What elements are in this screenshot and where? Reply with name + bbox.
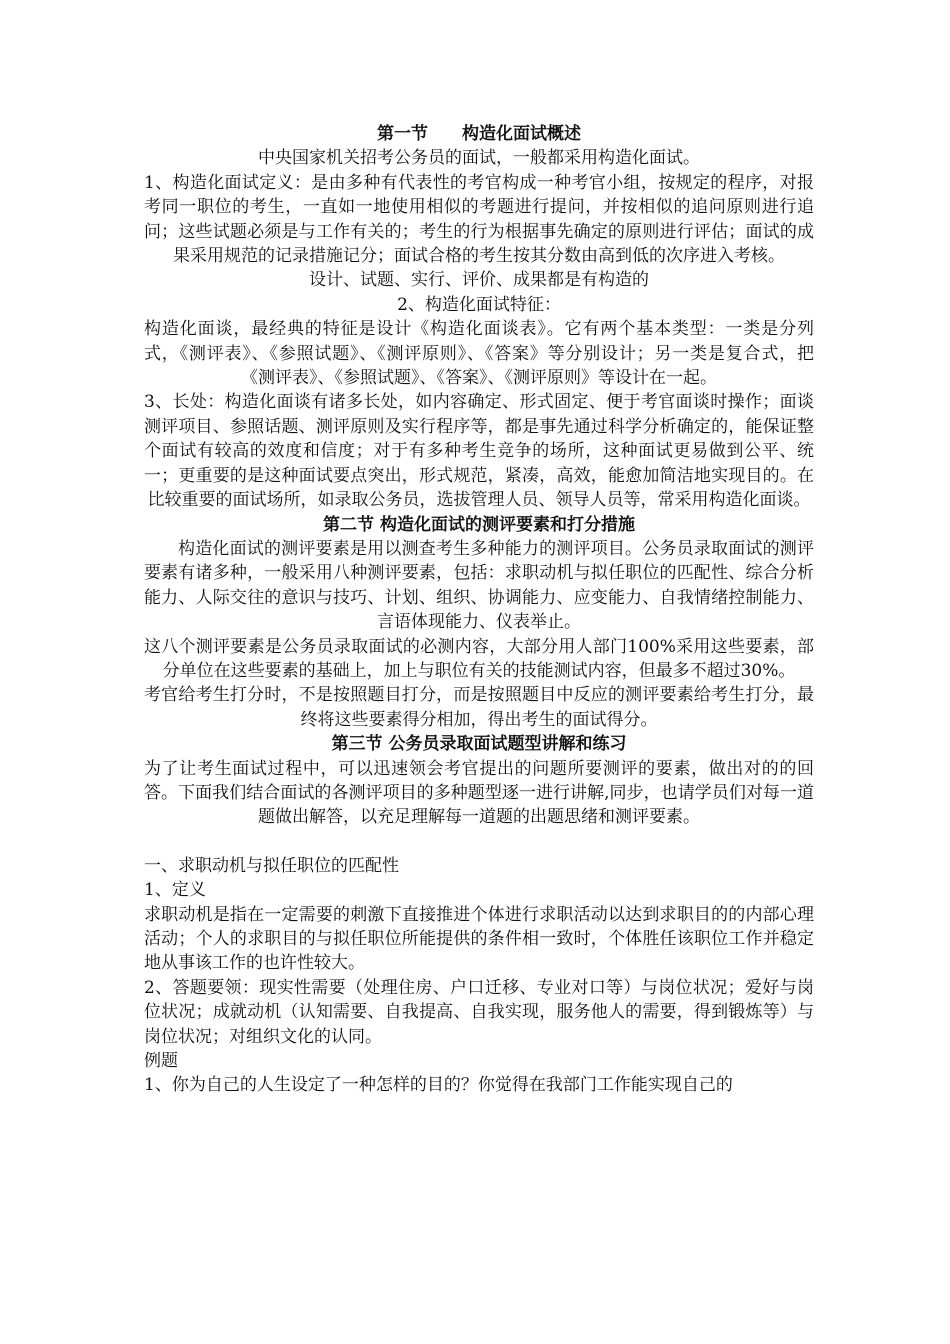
section-2-title: 第二节 构造化面试的测评要素和打分措施 [323,514,635,535]
blank-line [144,830,814,854]
section-1-feature: 构造化面谈，最经典的特征是设计《构造化面谈表》。它有两个基本类型：一类是分列式，《测评表》、《参照试题》、《测评原则》、《答案》等分别设计；另一类是复合式，把《测评表》、《参照试题》、《答案》、《测评原则》等设计在一起。 [144,319,814,389]
section-2-paragraph-2: 这八个测评要素是公务员录取面试的必测内容，大部分用人部门100%采用这些要素，部分单位在这些要素的基础上，加上与职位有关的技能测试内容，但最多不超过30%。 [144,636,814,681]
section-2-paragraph-3: 考官给考生打分时，不是按照题目打分，而是按照题目中反应的测评要素给考生打分，最终将这些要素得分相加，得出考生的面试得分。 [144,685,814,730]
section-1-definition: 1、构造化面试定义：是由多种有代表性的考官构成一种考官小组，按规定的程序，对报考同一职位的考生，一直如一地使用相似的考题进行提问，并按相似的追问原则进行追问；这些试题必须是与工作有关的；考生的行为根据事先确定的原则进行评估；面试的成果采用规范的记录措施记分；面试合格的考生按其分数由高到低的次序进入考核。 [144,172,814,267]
section-1-advantages: 3、长处：构造化面谈有诸多长处，如内容确定、形式固定、便于考官面谈时操作；面谈测评项目、参照话题、测评原则及实行程序等，都是事先通过科学分析确定的，能保证整个面试有较高的效度和信度；对于有多种考生竞争的场所，这种面试更易做到公平、统一；更重要的是这种面试要点突出，形式规范，紧凑，高效，能愈加简洁地实现目的。在比较重要的面试场所，如录取公务员，选拔管理人员、领导人员等，常采用构造化面谈。 [144,392,814,511]
example-question-1: 1、你为自己的人生设定了一种怎样的目的？你觉得在我部门工作能实现自己的 [144,1075,733,1096]
section-1-feature-title: 2、构造化面试特征： [397,294,561,315]
part-1-answer-points: 2、答题要领：现实性需要（处理住房、户口迁移、专业对口等）与岗位状况；爱好与岗位状况；成就动机（认知需要、自我提高、自我实现，服务他人的需要，得到锻炼等）与岗位状况；对组织文化的认同。 [144,977,814,1047]
section-3-paragraph-1: 为了让考生面试过程中，可以迅速领会考官提出的问题所要测评的要素，做出对的的回答。下面我们结合面试的各测评项目的多种题型逐一进行讲解,同步，也请学员们对每一道题做出解答，以充足理解每一道题的出题思绪和测评要素。 [144,758,814,828]
section-2-paragraph-1: 构造化面试的测评要素是用以测查考生多种能力的测评项目。公务员录取面试的测评要素有诸多种，一般采用八种测评要素，包括：求职动机与拟任职位的匹配性、综合分析能力、人际交往的意识与技巧、计划、组织、协调能力、应变能力、自我情绪控制能力、言语体现能力、仪表举止。 [144,538,814,633]
section-1-title: 第一节 构造化面试概述 [377,124,581,144]
part-1-definition: 求职动机是指在一定需要的刺激下直接推进个体进行求职活动以达到求职目的的内部心理活动；个人的求职目的与拟任职位所能提供的条件相一致时，个体胜任该职位工作并稳定地从事该工作的也许性较大。 [144,904,814,974]
part-1-definition-title: 1、定义 [144,880,206,901]
section-1-design-line: 设计、试题、实行、评价、成果都是有构造的 [309,270,649,291]
section-1-intro: 中央国家机关招考公务员的面试，一般都采用构造化面试。 [258,148,700,169]
document-page [144,122,814,1098]
part-1-title: 一、求职动机与拟任职位的匹配性 [144,855,399,876]
section-3-title: 第三节 公务员录取面试题型讲解和练习 [331,734,627,755]
example-label: 例题 [144,1051,178,1072]
